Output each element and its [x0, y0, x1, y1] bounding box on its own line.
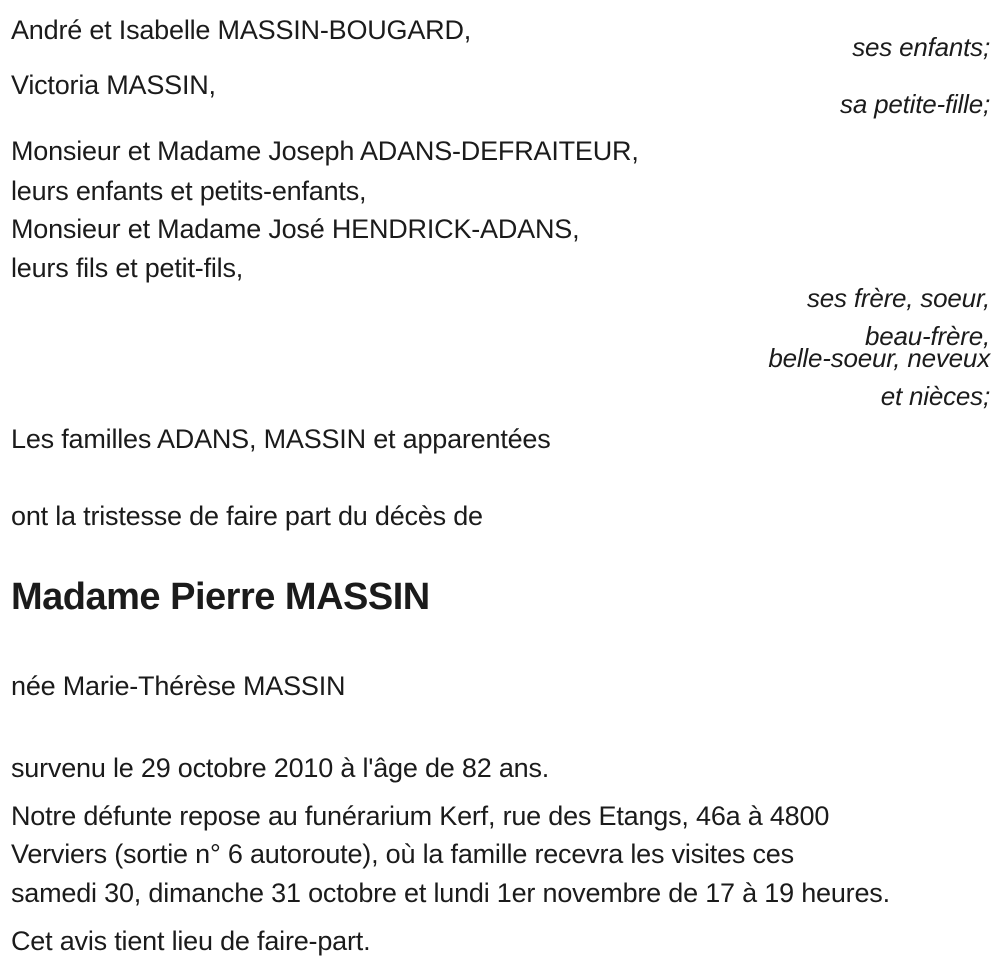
siblings-names-line-3: Monsieur et Madame José HENDRICK-ADANS,	[11, 214, 580, 244]
visitation-line-2: Verviers (sortie n° 6 autoroute), où la famille recevra les visites ces	[11, 839, 794, 869]
siblings-names-line-4: leurs fils et petit-fils,	[11, 253, 244, 283]
grandchild-name: Victoria MASSIN,	[11, 70, 216, 100]
maiden-name-line: née Marie-Thérèse MASSIN	[11, 671, 346, 701]
siblings-names-line-2: leurs enfants et petits-enfants,	[11, 176, 367, 206]
closing-line: Cet avis tient lieu de faire-part.	[11, 926, 371, 956]
siblings-relation-line-4: et nièces;	[880, 381, 990, 411]
siblings-names-line-1: Monsieur et Madame Joseph ADANS-DEFRAITEUR,	[11, 136, 639, 166]
siblings-relation-line-1: ses frère, soeur,	[806, 283, 990, 313]
children-relation-label: ses enfants;	[852, 32, 990, 62]
grandchild-relation-label: sa petite-fille;	[840, 89, 990, 119]
deceased-name-title: Madame Pierre MASSIN	[11, 576, 430, 618]
families-line: Les familles ADANS, MASSIN et apparentées	[11, 424, 551, 454]
siblings-relation-line-3: belle-soeur, neveux	[768, 343, 990, 373]
announcement-line: ont la tristesse de faire part du décès de	[11, 501, 483, 531]
visitation-line-3: samedi 30, dimanche 31 octobre et lundi 1er novembre de 17 à 19 heures.	[11, 878, 890, 908]
siblings-relation-line-2: beau-frère,	[865, 321, 990, 351]
children-names: André et Isabelle MASSIN-BOUGARD,	[11, 15, 472, 45]
visitation-line-1: Notre défunte repose au funérarium Kerf, rue des Etangs, 46a à 4800	[11, 801, 830, 831]
death-info-line: survenu le 29 octobre 2010 à l'âge de 82 ans.	[11, 753, 550, 783]
